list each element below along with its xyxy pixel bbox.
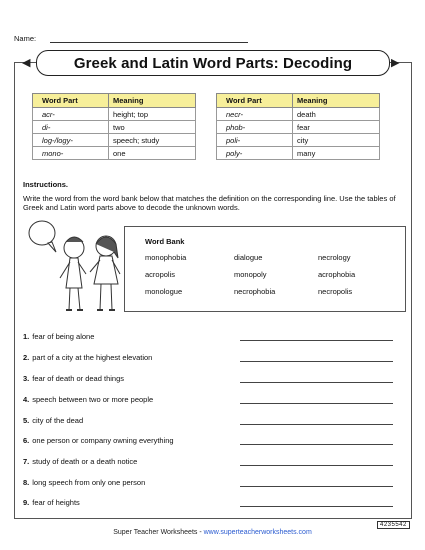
- answer-line[interactable]: [240, 486, 393, 487]
- table-row: [217, 108, 380, 121]
- instructions-heading: Instructions.: [23, 180, 69, 189]
- arrow-left-icon: ◀: [22, 57, 31, 69]
- question-number: 7.: [23, 457, 30, 466]
- word-part-cell: acr-: [33, 108, 109, 121]
- meaning-cell: many: [293, 147, 380, 160]
- table-row: [33, 134, 196, 147]
- word-part-cell: di-: [33, 121, 109, 134]
- question-item: [23, 374, 124, 383]
- question-number: 2.: [23, 353, 30, 362]
- meaning-cell: city: [293, 134, 380, 147]
- word-bank-word: dialogue: [234, 253, 263, 262]
- answer-line[interactable]: [240, 340, 393, 341]
- question-number: 9.: [23, 498, 30, 507]
- word-bank-word: acrophobia: [318, 270, 356, 279]
- table-header: Word Part: [217, 94, 293, 108]
- question-item: [23, 416, 83, 425]
- table-row: [217, 134, 380, 147]
- word-part-cell: necr-: [217, 108, 293, 121]
- word-part-cell: phob-: [217, 121, 293, 134]
- footer-url-link[interactable]: www.superteacherworksheets.com: [203, 529, 312, 536]
- two-kids-talking-illustration: [26, 218, 136, 324]
- name-line[interactable]: [50, 42, 248, 43]
- page-title: Greek and Latin Word Parts: Decoding: [36, 50, 390, 76]
- word-bank-word: acropolis: [145, 270, 176, 279]
- question-item: [23, 457, 137, 466]
- worksheet-code: 4235542: [377, 521, 410, 529]
- question-number: 6.: [23, 436, 30, 445]
- name-label: Name:: [14, 34, 37, 43]
- word-bank-word: necrophobia: [234, 287, 276, 296]
- table-row: [217, 121, 380, 134]
- footer-brand: Super Teacher Worksheets -: [113, 529, 204, 536]
- table-header: Meaning: [109, 94, 196, 108]
- word-part-cell: log-/logy-: [33, 134, 109, 147]
- answer-line[interactable]: [240, 444, 393, 445]
- question-text: speech between two or more people: [32, 395, 154, 404]
- answer-line[interactable]: [240, 424, 393, 425]
- question-item: [23, 395, 153, 404]
- speech-bubble-icon: [29, 221, 55, 245]
- word-part-table-right: [216, 93, 380, 160]
- question-item: [23, 436, 174, 445]
- word-part-table-left: [32, 93, 196, 160]
- answer-line[interactable]: [240, 403, 393, 404]
- arrow-right-icon: ▶: [391, 57, 400, 69]
- question-item: [23, 332, 94, 341]
- word-part-cell: poli-: [217, 134, 293, 147]
- table-row: [33, 147, 196, 160]
- question-number: 5.: [23, 416, 30, 425]
- question-item: [23, 353, 152, 362]
- answer-line[interactable]: [240, 465, 393, 466]
- word-bank-title: Word Bank: [145, 237, 185, 246]
- table-row: [217, 147, 380, 160]
- question-text: one person or company owning everything: [32, 436, 174, 445]
- meaning-cell: speech; study: [109, 134, 196, 147]
- meaning-cell: one: [109, 147, 196, 160]
- table-header: Meaning: [293, 94, 380, 108]
- meaning-cell: two: [109, 121, 196, 134]
- question-text: part of a city at the highest elevation: [32, 353, 153, 362]
- word-bank-word: necropolis: [318, 287, 353, 296]
- question-text: fear of death or dead things: [32, 374, 124, 383]
- answer-line[interactable]: [240, 506, 393, 507]
- word-bank-word: monologue: [145, 287, 183, 296]
- question-number: 1.: [23, 332, 30, 341]
- question-text: fear of being alone: [32, 332, 95, 341]
- meaning-cell: fear: [293, 121, 380, 134]
- meaning-cell: death: [293, 108, 380, 121]
- question-number: 8.: [23, 478, 30, 487]
- word-part-cell: mono-: [33, 147, 109, 160]
- word-bank-word: monophobia: [145, 253, 187, 262]
- question-text: fear of heights: [32, 498, 80, 507]
- question-number: 3.: [23, 374, 30, 383]
- instructions-text: Write the word from the word bank below that matches the definition on the corresponding line. Use the tables of Greek and Latin word parts above to decode the unknown words.: [23, 194, 396, 212]
- table-row: [33, 108, 196, 121]
- question-item: [23, 498, 80, 507]
- word-part-cell: poly-: [217, 147, 293, 160]
- question-text: long speech from only one person: [32, 478, 146, 487]
- table-row: [33, 121, 196, 134]
- question-text: city of the dead: [32, 416, 84, 425]
- footer: [0, 529, 425, 536]
- word-bank-word: monopoly: [234, 270, 267, 279]
- question-number: 4.: [23, 395, 30, 404]
- meaning-cell: height; top: [109, 108, 196, 121]
- answer-line[interactable]: [240, 361, 393, 362]
- answer-line[interactable]: [240, 382, 393, 383]
- table-header: Word Part: [33, 94, 109, 108]
- word-bank-word: necrology: [318, 253, 351, 262]
- question-text: study of death or a death notice: [32, 457, 138, 466]
- question-item: [23, 478, 145, 487]
